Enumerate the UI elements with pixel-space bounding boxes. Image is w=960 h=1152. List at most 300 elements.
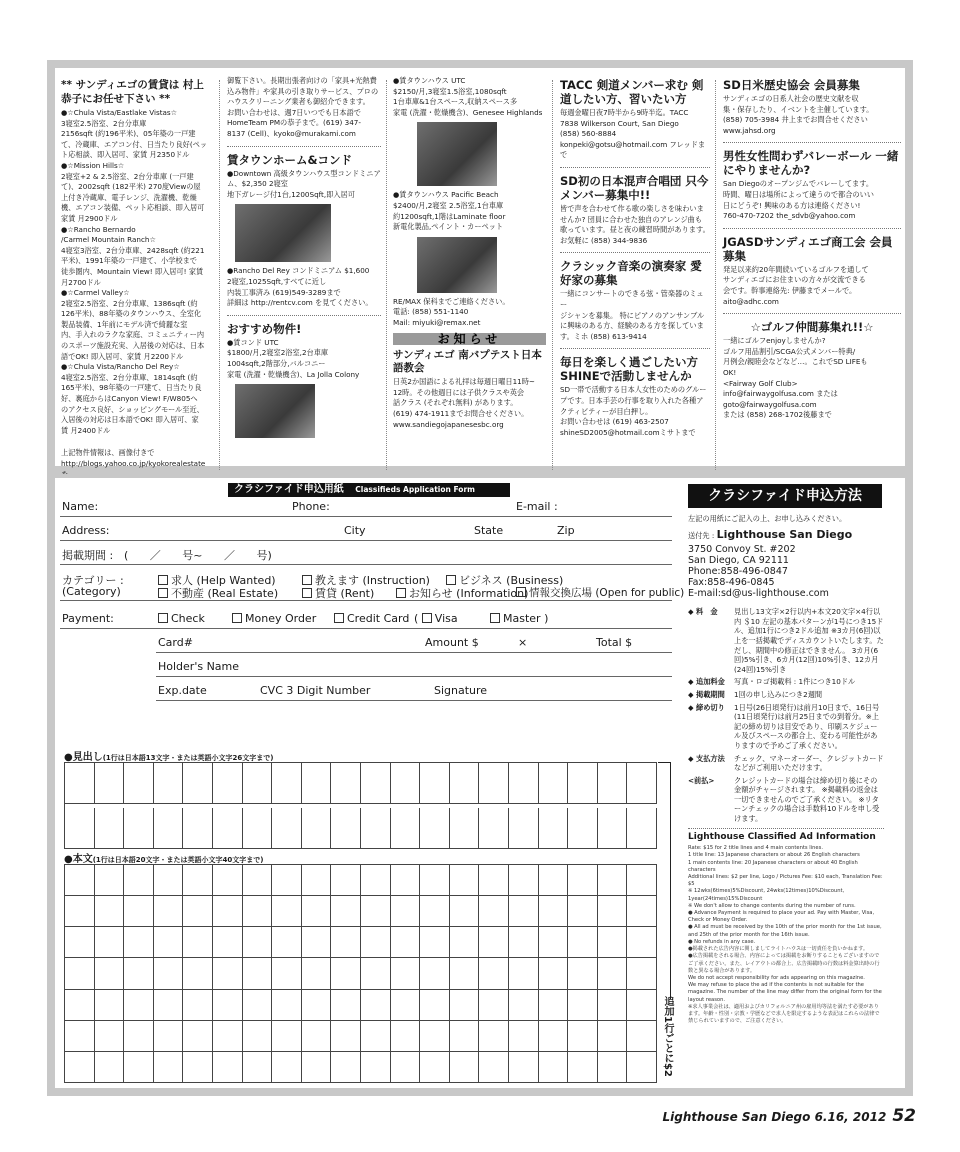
grid-cell[interactable]: [331, 1052, 361, 1083]
grid-cell[interactable]: [450, 808, 480, 849]
grid-cell[interactable]: [213, 808, 243, 849]
grid-cell[interactable]: [627, 1021, 657, 1052]
grid-cell[interactable]: [154, 1052, 184, 1083]
grid-cell[interactable]: [568, 763, 598, 804]
pay-check[interactable]: Check: [158, 612, 205, 625]
form-header: [228, 483, 510, 497]
grid-cell[interactable]: [272, 1052, 302, 1083]
grid-cell[interactable]: [391, 1052, 421, 1083]
grid-cell[interactable]: [302, 927, 332, 958]
grid-cell[interactable]: [598, 1021, 628, 1052]
grid-cell[interactable]: [65, 958, 95, 989]
grid-cell[interactable]: [420, 1021, 450, 1052]
grid-cell[interactable]: [420, 990, 450, 1021]
golf-title: ☆ゴルフ仲間募集れ!!☆: [750, 320, 874, 335]
text-line: 一緒にコンサートのできる弦・管楽器のミュー: [560, 289, 704, 309]
text-line: 話クラス (それぞれ無料) があります。: [393, 398, 518, 408]
grid-cell[interactable]: [391, 1021, 421, 1052]
grid-cell[interactable]: [124, 1021, 154, 1052]
listing-line: 地下ガレージ付1台,1200Sqft,即入居可: [227, 189, 355, 199]
text-line: せんか? 団員に合わせた独自のアレンジ曲も: [560, 214, 703, 224]
listing-line: 製品装備、1年前にモデル済で綺麗な室: [61, 319, 188, 329]
grid-cell[interactable]: [272, 958, 302, 989]
grid-cell[interactable]: [479, 958, 509, 989]
grid-cell[interactable]: [391, 808, 421, 849]
grid-cell[interactable]: [509, 808, 539, 849]
grid-cell[interactable]: [154, 896, 184, 927]
grid-cell[interactable]: [154, 990, 184, 1021]
grid-cell[interactable]: [243, 958, 273, 989]
period-format: ( ／ 号~ ／ 号): [124, 549, 272, 562]
grid-cell[interactable]: [361, 763, 391, 804]
grid-cell[interactable]: [420, 927, 450, 958]
grid-cell[interactable]: [450, 763, 480, 804]
address-line: 3750 Convoy St. #202: [688, 544, 796, 556]
col1-footer-url[interactable]: http://blogs.yahoo.co.jp/kyokorealestate: [61, 459, 206, 468]
grid-cell[interactable]: [183, 896, 213, 927]
grid-cell[interactable]: [598, 896, 628, 927]
fee-row: [688, 607, 884, 674]
grid-cell[interactable]: [539, 958, 569, 989]
grid-cell[interactable]: [302, 1052, 332, 1083]
grid-cell[interactable]: [183, 763, 213, 804]
grid-cell[interactable]: [598, 927, 628, 958]
text-line: または (858) 268-1702後藤まで: [723, 410, 832, 420]
grid-cell[interactable]: [391, 927, 421, 958]
category-label: カテゴリー :: [62, 574, 124, 587]
pay-master[interactable]: Master ): [490, 612, 548, 625]
listing-line: ●Rancho Del Rey コンドミニアム $1,600: [227, 266, 370, 276]
grid-cell[interactable]: [509, 763, 539, 804]
col2-title: 賃タウンホーム&コンド: [227, 152, 353, 167]
grid-cell[interactable]: [479, 1021, 509, 1052]
address-line: San Diego, CA 92111: [688, 555, 789, 567]
bracket: [658, 762, 671, 999]
listing-photo: [417, 122, 497, 186]
grid-cell[interactable]: [450, 958, 480, 989]
grid-cell[interactable]: [627, 896, 657, 927]
pay-visa[interactable]: ( Visa: [414, 612, 458, 625]
text-line: 日英2か国語による礼拝は毎週日曜日11時~: [393, 377, 535, 387]
grid-cell[interactable]: [243, 865, 273, 896]
grid-cell[interactable]: [243, 1052, 273, 1083]
english-info-line: ● All ad must be received by the 10th of the prior month for the 1st issue, and 25th of the prior month for the 16th issue.: [688, 924, 882, 938]
grid-cell[interactable]: [568, 1021, 598, 1052]
additional-line-note: 追加1行ごとに$2: [662, 996, 673, 1077]
listing-line: 家電 (洗濯・乾燥機含)、La Jolla Colony: [227, 369, 360, 379]
grid-cell[interactable]: [95, 1021, 125, 1052]
text-line: 毎週金曜日夜7時半から9時半迄。TACC: [560, 108, 689, 117]
listing-line: て)、2002sqft (182平米) 270度Viewの屋: [61, 182, 201, 192]
grid-cell[interactable]: [124, 763, 154, 804]
payment-label: Payment:: [62, 612, 114, 625]
grid-cell[interactable]: [627, 763, 657, 804]
listing-line: 語でOK! 即入居可、家賃 月2200ドル: [61, 351, 184, 361]
grid-cell[interactable]: [361, 1021, 391, 1052]
city-label: City: [344, 524, 366, 537]
grid-cell[interactable]: [509, 1021, 539, 1052]
period-label: 掲載期間 :: [62, 549, 114, 562]
grid-cell[interactable]: [361, 958, 391, 989]
text-line: (858) 560-8884: [560, 129, 617, 139]
fee-key: ◆ 追加料金: [688, 677, 725, 687]
listing-photo: [235, 204, 331, 262]
grid-cell[interactable]: [243, 1021, 273, 1052]
listing-line: 好、裏庭からはCanyon View! F/W805へ: [61, 394, 198, 404]
listing-line: 新電化製品,ペイント・カーペット: [393, 222, 504, 232]
grid-cell[interactable]: [598, 865, 628, 896]
grid-cell[interactable]: [450, 896, 480, 927]
address-label: Address:: [62, 524, 110, 537]
grid-cell[interactable]: [243, 896, 273, 927]
grid-cell[interactable]: [272, 763, 302, 804]
pay-credit-card[interactable]: Credit Card: [334, 612, 409, 625]
grid-cell[interactable]: [302, 896, 332, 927]
grid-cell[interactable]: [391, 896, 421, 927]
grid-cell[interactable]: [331, 865, 361, 896]
grid-cell[interactable]: [391, 990, 421, 1021]
col1-footer-line: 上記物件情報は、画像付きで: [61, 448, 155, 458]
english-info-line: Additional lines: $2 per line, Logo / Pictures Fee: $10 each, Translation Fee: $5: [688, 874, 883, 888]
grid-cell[interactable]: [598, 763, 628, 804]
grid-cell[interactable]: [627, 990, 657, 1021]
col1-title: ** サンディエゴの賃貸は 村上恭子にお任せ下さい **: [61, 79, 204, 105]
grid-cell[interactable]: [65, 763, 95, 804]
grid-cell[interactable]: [124, 896, 154, 927]
grid-cell[interactable]: [479, 763, 509, 804]
grid-cell[interactable]: [65, 1021, 95, 1052]
english-info-line: ● Advance Payment is required to place your ad. Pay with Master, Visa, Check or Money Order.: [688, 910, 875, 924]
grid-cell[interactable]: [539, 927, 569, 958]
col3-ad: [393, 190, 546, 232]
volleyball-title: 男性女性問わずバレーボール 一緒にやりませんか?: [723, 149, 899, 178]
grid-cell[interactable]: [627, 958, 657, 989]
column-divider: [386, 80, 387, 470]
holder-line[interactable]: [156, 676, 672, 677]
col2-title: おすすめ物件!: [227, 321, 302, 336]
grid-cell[interactable]: [509, 865, 539, 896]
grid-cell[interactable]: [420, 808, 450, 849]
grid-cell[interactable]: [95, 958, 125, 989]
grid-cell[interactable]: [331, 896, 361, 927]
grid-cell[interactable]: [95, 1052, 125, 1083]
card-line[interactable]: [156, 652, 672, 653]
grid-cell[interactable]: [95, 865, 125, 896]
grid-cell[interactable]: [568, 896, 598, 927]
grid-cell[interactable]: [598, 808, 628, 849]
grid-cell[interactable]: [450, 927, 480, 958]
grid-cell[interactable]: [272, 896, 302, 927]
period-line[interactable]: [60, 564, 672, 565]
grid-cell[interactable]: [154, 808, 184, 849]
english-info-line: 1 main contents line: 20 Japanese characters or about 40 English characters: [688, 859, 858, 873]
grid-cell[interactable]: [331, 808, 361, 849]
grid-cell[interactable]: [331, 927, 361, 958]
listing-line: ●賃タウンハウス UTC: [393, 76, 466, 85]
grid-cell[interactable]: [450, 1052, 480, 1083]
listing-line: 2156sqft (約196平米)、05年築の一戸建: [61, 129, 196, 139]
grid-cell[interactable]: [331, 990, 361, 1021]
column-divider: [715, 80, 716, 470]
grid-cell[interactable]: [124, 1052, 154, 1083]
cat-help-wanted[interactable]: 求人 (Help Wanted): [158, 572, 276, 588]
grid-cell[interactable]: [243, 763, 273, 804]
listing-line: 平米)、1991年築の一戸建て、小学校まで: [61, 256, 197, 266]
grid-cell[interactable]: [479, 927, 509, 958]
listing-line: 内装工事済み (619)549-3289まで: [227, 287, 341, 297]
grid-cell[interactable]: [509, 896, 539, 927]
grid-cell[interactable]: [272, 990, 302, 1021]
cat-business[interactable]: ビジネス (Business): [446, 572, 563, 588]
text-line: (619) 474-1911までお問合せください。: [393, 408, 529, 418]
grid-cell[interactable]: [213, 896, 243, 927]
grid-cell[interactable]: [331, 763, 361, 804]
text-line: aito@adhc.com: [723, 296, 779, 306]
remax-column: [393, 76, 546, 472]
grid-cell[interactable]: [539, 990, 569, 1021]
grid-cell[interactable]: [183, 1052, 213, 1083]
grid-cell[interactable]: [302, 990, 332, 1021]
grid-cell[interactable]: [627, 808, 657, 849]
listing-line: のスポーツ施設充実、入居後の対応は、日本: [61, 341, 205, 351]
grid-cell[interactable]: [243, 927, 273, 958]
text-line: ジシャンを募集。 特にピアノのアンサンブル: [560, 310, 705, 320]
grid-cell[interactable]: [154, 865, 184, 896]
grid-cell[interactable]: [391, 865, 421, 896]
grid-cell[interactable]: [420, 763, 450, 804]
grid-cell[interactable]: [124, 865, 154, 896]
grid-cell[interactable]: [479, 896, 509, 927]
grid-cell[interactable]: [213, 1052, 243, 1083]
grid-cell[interactable]: [302, 865, 332, 896]
grid-cell[interactable]: [568, 865, 598, 896]
cat-instruction[interactable]: 教えます (Instruction): [302, 572, 430, 588]
grid-cell[interactable]: [213, 990, 243, 1021]
text-line: konpeki@gotsu@hotmail.com フレッドまで: [560, 139, 706, 160]
grid-cell[interactable]: [361, 896, 391, 927]
listing-line: /Carmel Mountain Ranch☆: [61, 235, 156, 245]
grid-cell[interactable]: [213, 927, 243, 958]
grid-cell[interactable]: [124, 808, 154, 849]
body-grid[interactable]: [64, 864, 657, 1083]
grid-cell[interactable]: [420, 865, 450, 896]
grid-cell[interactable]: [539, 808, 569, 849]
grid-cell[interactable]: [183, 808, 213, 849]
grid-cell[interactable]: [65, 865, 95, 896]
grid-cell[interactable]: [391, 763, 421, 804]
text-line: 日にどうぞ! 興味のある方は連絡ください!: [723, 200, 861, 210]
text-line: 込み物件」や家具の引き取りサービス、プロの: [227, 86, 379, 96]
grid-cell[interactable]: [272, 1021, 302, 1052]
english-info-line: ●広告掲載をされる場合、内容によっては掲載をお断りすることもございますのでご了承ください。また、レイアウトの都合上、広告掲載時の行数は料金算出時の行数と異なる場合があります。: [688, 953, 880, 974]
grid-cell[interactable]: [627, 927, 657, 958]
grid-cell[interactable]: [272, 808, 302, 849]
grid-cell[interactable]: [95, 990, 125, 1021]
grid-cell[interactable]: [479, 990, 509, 1021]
text-line: 御覧下さい。長期出張者向けの「家具+光熱費: [227, 76, 377, 85]
col3-contact: [393, 297, 546, 329]
grid-cell[interactable]: [598, 958, 628, 989]
cat-rent[interactable]: 賃貸 (Rent): [302, 585, 374, 601]
grid-cell[interactable]: [213, 1021, 243, 1052]
grid-cell[interactable]: [479, 865, 509, 896]
grid-cell[interactable]: [361, 990, 391, 1021]
listing-line: 4寝室3浴室、2台分車庫、2428sqft (約221: [61, 245, 205, 255]
text-line: 8137 (Cell)、kyoko@murakami.com: [227, 128, 356, 138]
grid-cell[interactable]: [95, 808, 125, 849]
grid-cell[interactable]: [450, 1021, 480, 1052]
grid-cell[interactable]: [568, 808, 598, 849]
text-line: goto@fairwaygolfusa.com: [723, 399, 817, 409]
state-label: State: [474, 524, 504, 537]
grid-cell[interactable]: [124, 990, 154, 1021]
grid-cell[interactable]: [509, 958, 539, 989]
grid-cell[interactable]: [272, 927, 302, 958]
cat-real-estate[interactable]: 不動産 (Real Estate): [158, 585, 278, 601]
grid-cell[interactable]: [361, 927, 391, 958]
fee-row: [688, 690, 884, 700]
text-line: お問い合わせは、週7日いつでも日本語で: [227, 107, 361, 117]
grid-cell[interactable]: [65, 896, 95, 927]
grid-cell[interactable]: [213, 865, 243, 896]
choir-title: SD初の日本混声合唱団 只今メンバー募集中!!: [560, 173, 709, 202]
grid-cell[interactable]: [361, 1052, 391, 1083]
listing-line: 家賃 月2900ドル: [61, 213, 118, 223]
grid-cell[interactable]: [450, 990, 480, 1021]
grid-cell[interactable]: [568, 1052, 598, 1083]
text-line: <Fairway Golf Club>: [723, 378, 798, 388]
grid-cell[interactable]: [302, 808, 332, 849]
listing-line: ●☆Chula Vista/Rancho Del Rey☆: [61, 362, 180, 372]
listing-line: $2400/月,2寝室 2.5浴室,1台車庫: [393, 200, 504, 210]
shine-text: [560, 385, 710, 438]
grid-cell[interactable]: [539, 1021, 569, 1052]
grid-cell[interactable]: [243, 808, 273, 849]
grid-cell[interactable]: [95, 896, 125, 927]
contact-line: 電話: (858) 551-1140: [393, 307, 469, 317]
grid-cell[interactable]: [420, 896, 450, 927]
zip-label: Zip: [557, 524, 575, 537]
text-line: 760-470-7202 the_sdvb@yahoo.com: [723, 211, 856, 221]
grid-cell[interactable]: [598, 990, 628, 1021]
grid-cell[interactable]: [361, 865, 391, 896]
fee-value: 写真・ロゴ掲載料 : 1件につき10ドル: [734, 677, 856, 687]
grid-cell[interactable]: [479, 1052, 509, 1083]
grid-cell[interactable]: [509, 927, 539, 958]
grid-cell[interactable]: [243, 990, 273, 1021]
grid-cell[interactable]: [539, 763, 569, 804]
grid-cell[interactable]: [213, 763, 243, 804]
col2-ad: [227, 169, 381, 201]
grid-cell[interactable]: [479, 808, 509, 849]
grid-cell[interactable]: [331, 958, 361, 989]
grid-cell[interactable]: [568, 958, 598, 989]
fee-key: ◆ 締め切り: [688, 702, 725, 712]
grid-cell[interactable]: [124, 927, 154, 958]
right-title: クラシファイド申込方法: [688, 484, 882, 508]
grid-cell[interactable]: [183, 865, 213, 896]
grid-cell[interactable]: [509, 1052, 539, 1083]
instructions-intro: 左記の用紙にご記入の上、お申し込みください。: [688, 514, 847, 523]
grid-cell[interactable]: [391, 958, 421, 989]
grid-cell[interactable]: [154, 1021, 184, 1052]
grid-cell[interactable]: [65, 990, 95, 1021]
grid-cell[interactable]: [420, 958, 450, 989]
grid-cell[interactable]: [65, 927, 95, 958]
listing-line: 1004sqft,2階部分,バルコニー: [227, 358, 326, 368]
signature-line[interactable]: [156, 700, 672, 701]
english-info-line: 1 title line: 13 Japanese characters or about 26 English characters: [688, 852, 860, 859]
grid-cell[interactable]: [272, 865, 302, 896]
grid-cell[interactable]: [302, 958, 332, 989]
grid-cell[interactable]: [183, 990, 213, 1021]
text-line: (858) 705-3984 井上までお問合せください: [723, 115, 868, 125]
card-number-label: Card#: [158, 636, 193, 649]
grid-cell[interactable]: [183, 1021, 213, 1052]
grid-cell[interactable]: [183, 927, 213, 958]
address-line[interactable]: [60, 540, 672, 541]
english-info-line: ※求人事業会社は、適用およびカリフォルニア州の雇用均等法を満たす必要があります。年齢・性別・宗教・学歴などで求人を限定するような表記はこれらの法律で禁じられていますので、ご注意ください。: [688, 1003, 880, 1025]
english-info-line: ※ We don't allow to change contents during the number of runs.: [688, 902, 856, 909]
grid-cell[interactable]: [627, 1052, 657, 1083]
col3-ad: [393, 76, 546, 118]
phone-label: Phone:: [292, 500, 330, 513]
cat-open-public[interactable]: 情報交換広場 (Open for public): [516, 585, 684, 600]
text-line: 7838 Wilkerson Court, San Diego: [560, 118, 679, 128]
text-line: 一緒にゴルフenjoyしませんか?: [723, 336, 826, 346]
grid-cell[interactable]: [331, 1021, 361, 1052]
fee-row: [688, 776, 884, 824]
grid-cell[interactable]: [450, 865, 480, 896]
grid-cell[interactable]: [361, 808, 391, 849]
fee-row: [688, 754, 884, 773]
column-divider: [219, 80, 220, 470]
grid-cell[interactable]: [183, 958, 213, 989]
listing-line: ●☆Carmel Valley☆: [61, 288, 130, 298]
text-line: shineSD2005@hotmail.comミサトまで: [560, 427, 696, 437]
grid-cell[interactable]: [598, 1052, 628, 1083]
headline-grid[interactable]: [64, 762, 657, 849]
grid-cell[interactable]: [568, 990, 598, 1021]
grid-cell[interactable]: [509, 990, 539, 1021]
grid-cell[interactable]: [154, 958, 184, 989]
grid-cell[interactable]: [154, 763, 184, 804]
listing-line: 3寝室2.5浴室、2台分車庫: [61, 118, 147, 128]
grid-cell[interactable]: [154, 927, 184, 958]
grid-cell[interactable]: [95, 763, 125, 804]
text-line: に興味のある方、経験のある方を探していま: [560, 321, 704, 331]
grid-cell[interactable]: [539, 896, 569, 927]
grid-cell[interactable]: [65, 808, 95, 849]
cat-information[interactable]: お知らせ (Information): [396, 585, 528, 601]
pay-money-order[interactable]: Money Order: [232, 612, 316, 625]
grid-cell[interactable]: [627, 865, 657, 896]
grid-cell[interactable]: [302, 763, 332, 804]
grid-cell[interactable]: [539, 1052, 569, 1083]
grid-cell[interactable]: [420, 1052, 450, 1083]
grid-cell[interactable]: [65, 1052, 95, 1083]
name-line[interactable]: [60, 516, 672, 517]
listing-line: 徒歩圏内、Mountain View! 即入居可! 家賃: [61, 266, 204, 276]
signature-label: Signature: [434, 684, 488, 697]
volleyball-text: [723, 179, 901, 221]
grid-cell[interactable]: [539, 865, 569, 896]
grid-cell[interactable]: [568, 927, 598, 958]
grid-cell[interactable]: [124, 958, 154, 989]
grid-cell[interactable]: [95, 927, 125, 958]
grid-cell[interactable]: [302, 1021, 332, 1052]
grid-cell[interactable]: [213, 958, 243, 989]
